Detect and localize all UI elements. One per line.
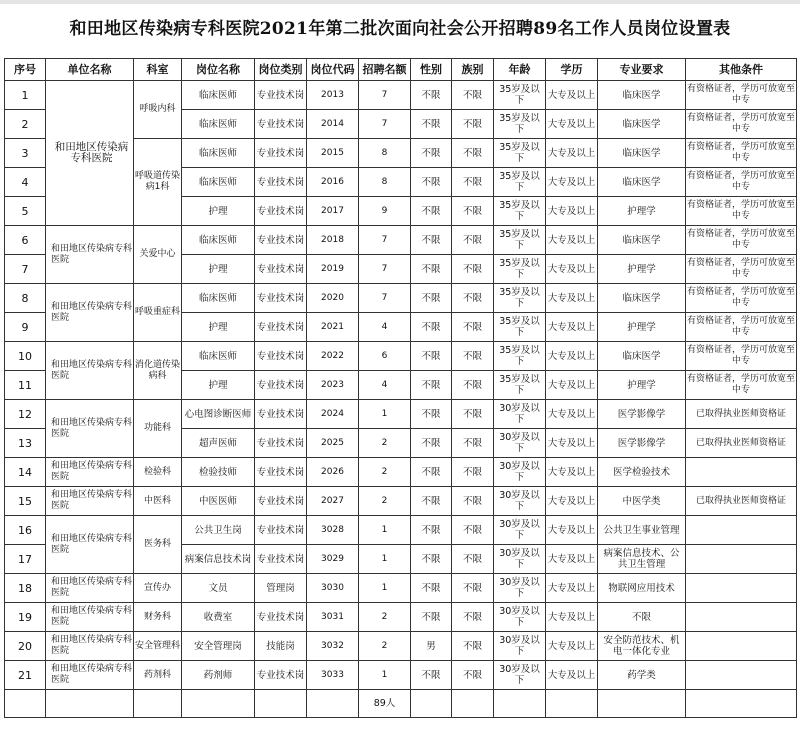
quota-cell[interactable]: 2 bbox=[359, 603, 411, 632]
post-name-cell[interactable]: 临床医师 bbox=[182, 342, 255, 371]
major-cell[interactable]: 中医学类 bbox=[598, 487, 686, 516]
recruitment-table bbox=[4, 58, 797, 718]
gender-cell[interactable]: 不限 bbox=[411, 661, 452, 690]
row-number-cell[interactable]: 5 bbox=[5, 197, 46, 226]
empty-cell[interactable] bbox=[134, 690, 182, 718]
table-row bbox=[5, 81, 797, 110]
quota-cell[interactable]: 1 bbox=[359, 516, 411, 545]
quota-cell[interactable]: 8 bbox=[359, 168, 411, 197]
post-name-cell[interactable]: 安全管理岗 bbox=[182, 632, 255, 661]
gender-cell[interactable]: 不限 bbox=[411, 313, 452, 342]
ethnicity-cell[interactable]: 不限 bbox=[452, 284, 494, 313]
post-name-cell[interactable]: 临床医师 bbox=[182, 139, 255, 168]
gender-cell[interactable]: 不限 bbox=[411, 429, 452, 458]
ethnicity-cell[interactable]: 不限 bbox=[452, 516, 494, 545]
total-quota-cell[interactable]: 89人 bbox=[359, 690, 411, 718]
gender-cell[interactable]: 不限 bbox=[411, 168, 452, 197]
quota-cell[interactable]: 7 bbox=[359, 81, 411, 110]
unit-name-cell[interactable]: 和田地区传染病专科医院 bbox=[46, 81, 134, 226]
department-cell[interactable]: 财务科 bbox=[134, 603, 182, 632]
age-cell[interactable]: 35岁及以下 bbox=[494, 81, 546, 110]
ethnicity-cell[interactable]: 不限 bbox=[452, 139, 494, 168]
education-cell[interactable]: 大专及以上 bbox=[546, 81, 598, 110]
conditions-cell[interactable]: 有资格证者，学历可放宽至中专 bbox=[686, 226, 797, 255]
post-category-cell[interactable]: 管理岗 bbox=[255, 574, 307, 603]
department-cell[interactable]: 中医科 bbox=[134, 487, 182, 516]
conditions-cell[interactable]: 有资格证者，学历可放宽至中专 bbox=[686, 313, 797, 342]
post-name-cell[interactable]: 临床医师 bbox=[182, 284, 255, 313]
unit-name-cell[interactable]: 和田地区传染病专科医院 bbox=[46, 603, 134, 632]
row-number-cell[interactable]: 10 bbox=[5, 342, 46, 371]
empty-cell[interactable] bbox=[182, 690, 255, 718]
major-cell[interactable]: 护理学 bbox=[598, 313, 686, 342]
quota-cell[interactable]: 7 bbox=[359, 284, 411, 313]
unit-name-cell[interactable]: 和田地区传染病专科医院 bbox=[46, 661, 134, 690]
post-code-cell[interactable]: 2023 bbox=[307, 371, 359, 400]
ethnicity-cell[interactable]: 不限 bbox=[452, 226, 494, 255]
table-row bbox=[5, 574, 797, 603]
total-row bbox=[5, 690, 797, 718]
ethnicity-cell[interactable]: 不限 bbox=[452, 429, 494, 458]
gender-cell[interactable]: 不限 bbox=[411, 255, 452, 284]
department-cell[interactable]: 消化道传染病科 bbox=[134, 342, 182, 400]
major-cell[interactable]: 医学影像学 bbox=[598, 400, 686, 429]
post-code-cell[interactable]: 3032 bbox=[307, 632, 359, 661]
education-cell[interactable]: 大专及以上 bbox=[546, 545, 598, 574]
gender-cell[interactable]: 不限 bbox=[411, 284, 452, 313]
conditions-cell[interactable] bbox=[686, 632, 797, 661]
education-cell[interactable]: 大专及以上 bbox=[546, 400, 598, 429]
age-cell[interactable]: 35岁及以下 bbox=[494, 371, 546, 400]
department-cell[interactable]: 呼吸道传染病1科 bbox=[134, 139, 182, 226]
post-code-cell[interactable]: 2019 bbox=[307, 255, 359, 284]
conditions-cell[interactable]: 有资格证者，学历可放宽至中专 bbox=[686, 197, 797, 226]
post-name-cell[interactable]: 药剂师 bbox=[182, 661, 255, 690]
row-number-cell[interactable]: 12 bbox=[5, 400, 46, 429]
post-name-cell[interactable]: 病案信息技术岗 bbox=[182, 545, 255, 574]
post-code-cell[interactable]: 2025 bbox=[307, 429, 359, 458]
post-category-cell[interactable]: 专业技术岗 bbox=[255, 661, 307, 690]
major-cell[interactable]: 药学类 bbox=[598, 661, 686, 690]
conditions-cell[interactable]: 有资格证者，学历可放宽至中专 bbox=[686, 139, 797, 168]
row-number-cell[interactable]: 9 bbox=[5, 313, 46, 342]
age-cell[interactable]: 30岁及以下 bbox=[494, 400, 546, 429]
quota-cell[interactable]: 2 bbox=[359, 487, 411, 516]
empty-cell[interactable] bbox=[5, 690, 46, 718]
education-cell[interactable]: 大专及以上 bbox=[546, 313, 598, 342]
education-cell[interactable]: 大专及以上 bbox=[546, 458, 598, 487]
major-cell[interactable]: 不限 bbox=[598, 603, 686, 632]
education-cell[interactable]: 大专及以上 bbox=[546, 487, 598, 516]
post-category-cell[interactable]: 专业技术岗 bbox=[255, 168, 307, 197]
conditions-cell[interactable]: 有资格证者，学历可放宽至中专 bbox=[686, 110, 797, 139]
gender-cell[interactable]: 不限 bbox=[411, 603, 452, 632]
ethnicity-cell[interactable]: 不限 bbox=[452, 81, 494, 110]
header-cell[interactable]: 年龄 bbox=[494, 59, 546, 81]
quota-cell[interactable]: 1 bbox=[359, 400, 411, 429]
age-cell[interactable]: 35岁及以下 bbox=[494, 255, 546, 284]
row-number-cell[interactable]: 11 bbox=[5, 371, 46, 400]
department-cell[interactable]: 呼吸内科 bbox=[134, 81, 182, 139]
quota-cell[interactable]: 7 bbox=[359, 255, 411, 284]
conditions-cell[interactable]: 有资格证者，学历可放宽至中专 bbox=[686, 284, 797, 313]
major-cell[interactable]: 物联网应用技术 bbox=[598, 574, 686, 603]
unit-name-cell[interactable]: 和田地区传染病专科医院 bbox=[46, 487, 134, 516]
table-row bbox=[5, 661, 797, 690]
education-cell[interactable]: 大专及以上 bbox=[546, 197, 598, 226]
header-cell[interactable]: 序号 bbox=[5, 59, 46, 81]
ethnicity-cell[interactable]: 不限 bbox=[452, 574, 494, 603]
major-cell[interactable]: 临床医学 bbox=[598, 81, 686, 110]
post-category-cell[interactable]: 专业技术岗 bbox=[255, 284, 307, 313]
post-category-cell[interactable]: 专业技术岗 bbox=[255, 516, 307, 545]
row-number-cell[interactable]: 13 bbox=[5, 429, 46, 458]
post-category-cell[interactable]: 专业技术岗 bbox=[255, 226, 307, 255]
row-number-cell[interactable]: 4 bbox=[5, 168, 46, 197]
conditions-cell[interactable] bbox=[686, 516, 797, 545]
post-name-cell[interactable]: 临床医师 bbox=[182, 168, 255, 197]
quota-cell[interactable]: 2 bbox=[359, 632, 411, 661]
quota-cell[interactable]: 2 bbox=[359, 458, 411, 487]
header-cell[interactable]: 专业要求 bbox=[598, 59, 686, 81]
gender-cell[interactable]: 不限 bbox=[411, 458, 452, 487]
ethnicity-cell[interactable]: 不限 bbox=[452, 458, 494, 487]
post-code-cell[interactable]: 2015 bbox=[307, 139, 359, 168]
post-code-cell[interactable]: 2022 bbox=[307, 342, 359, 371]
post-code-cell[interactable]: 2020 bbox=[307, 284, 359, 313]
post-code-cell[interactable]: 2017 bbox=[307, 197, 359, 226]
post-code-cell[interactable]: 3031 bbox=[307, 603, 359, 632]
education-cell[interactable]: 大专及以上 bbox=[546, 574, 598, 603]
unit-name-cell[interactable]: 和田地区传染病专科医院 bbox=[46, 226, 134, 284]
row-number-cell[interactable]: 20 bbox=[5, 632, 46, 661]
ethnicity-cell[interactable]: 不限 bbox=[452, 255, 494, 284]
post-category-cell[interactable]: 专业技术岗 bbox=[255, 255, 307, 284]
post-name-cell[interactable]: 中医医师 bbox=[182, 487, 255, 516]
conditions-cell[interactable] bbox=[686, 458, 797, 487]
ethnicity-cell[interactable]: 不限 bbox=[452, 661, 494, 690]
conditions-cell[interactable] bbox=[686, 574, 797, 603]
age-cell[interactable]: 30岁及以下 bbox=[494, 458, 546, 487]
conditions-cell[interactable] bbox=[686, 603, 797, 632]
post-name-cell[interactable]: 护理 bbox=[182, 371, 255, 400]
conditions-cell[interactable]: 有资格证者，学历可放宽至中专 bbox=[686, 81, 797, 110]
empty-cell[interactable] bbox=[686, 690, 797, 718]
post-category-cell[interactable]: 专业技术岗 bbox=[255, 429, 307, 458]
header-cell[interactable]: 学历 bbox=[546, 59, 598, 81]
post-name-cell[interactable]: 超声医师 bbox=[182, 429, 255, 458]
department-cell[interactable]: 检验科 bbox=[134, 458, 182, 487]
conditions-cell[interactable]: 已取得执业医师资格证 bbox=[686, 487, 797, 516]
education-cell[interactable]: 大专及以上 bbox=[546, 110, 598, 139]
age-cell[interactable]: 35岁及以下 bbox=[494, 139, 546, 168]
age-cell[interactable]: 30岁及以下 bbox=[494, 603, 546, 632]
education-cell[interactable]: 大专及以上 bbox=[546, 139, 598, 168]
post-name-cell[interactable]: 公共卫生岗 bbox=[182, 516, 255, 545]
row-number-cell[interactable]: 3 bbox=[5, 139, 46, 168]
empty-cell[interactable] bbox=[255, 690, 307, 718]
gender-cell[interactable]: 不限 bbox=[411, 139, 452, 168]
gender-cell[interactable]: 不限 bbox=[411, 574, 452, 603]
age-cell[interactable]: 30岁及以下 bbox=[494, 516, 546, 545]
row-number-cell[interactable]: 6 bbox=[5, 226, 46, 255]
post-code-cell[interactable]: 2014 bbox=[307, 110, 359, 139]
post-category-cell[interactable]: 专业技术岗 bbox=[255, 110, 307, 139]
row-number-cell[interactable]: 14 bbox=[5, 458, 46, 487]
age-cell[interactable]: 30岁及以下 bbox=[494, 487, 546, 516]
conditions-cell[interactable] bbox=[686, 661, 797, 690]
header-cell[interactable]: 岗位名称 bbox=[182, 59, 255, 81]
gender-cell[interactable]: 不限 bbox=[411, 110, 452, 139]
gender-cell[interactable]: 不限 bbox=[411, 487, 452, 516]
post-name-cell[interactable]: 临床医师 bbox=[182, 226, 255, 255]
age-cell[interactable]: 30岁及以下 bbox=[494, 545, 546, 574]
quota-cell[interactable]: 2 bbox=[359, 429, 411, 458]
ethnicity-cell[interactable]: 不限 bbox=[452, 342, 494, 371]
gender-cell[interactable]: 不限 bbox=[411, 400, 452, 429]
table-row bbox=[5, 342, 797, 371]
post-category-cell[interactable]: 专业技术岗 bbox=[255, 400, 307, 429]
ethnicity-cell[interactable]: 不限 bbox=[452, 400, 494, 429]
department-cell[interactable]: 关爱中心 bbox=[134, 226, 182, 284]
post-category-cell[interactable]: 专业技术岗 bbox=[255, 197, 307, 226]
quota-cell[interactable]: 1 bbox=[359, 574, 411, 603]
row-number-cell[interactable]: 7 bbox=[5, 255, 46, 284]
row-number-cell[interactable]: 1 bbox=[5, 81, 46, 110]
post-code-cell[interactable]: 3033 bbox=[307, 661, 359, 690]
department-cell[interactable]: 呼吸重症科 bbox=[134, 284, 182, 342]
post-category-cell[interactable]: 专业技术岗 bbox=[255, 342, 307, 371]
quota-cell[interactable]: 9 bbox=[359, 197, 411, 226]
major-cell[interactable]: 医学检验技术 bbox=[598, 458, 686, 487]
education-cell[interactable]: 大专及以上 bbox=[546, 516, 598, 545]
post-code-cell[interactable]: 3029 bbox=[307, 545, 359, 574]
post-code-cell[interactable]: 2026 bbox=[307, 458, 359, 487]
department-cell[interactable]: 医务科 bbox=[134, 516, 182, 574]
quota-cell[interactable]: 7 bbox=[359, 110, 411, 139]
education-cell[interactable]: 大专及以上 bbox=[546, 284, 598, 313]
unit-name-cell[interactable]: 和田地区传染病专科医院 bbox=[46, 574, 134, 603]
age-cell[interactable]: 30岁及以下 bbox=[494, 574, 546, 603]
table-row bbox=[5, 400, 797, 429]
post-category-cell[interactable]: 专业技术岗 bbox=[255, 487, 307, 516]
header-cell[interactable]: 性别 bbox=[411, 59, 452, 81]
header-cell[interactable]: 科室 bbox=[134, 59, 182, 81]
education-cell[interactable]: 大专及以上 bbox=[546, 661, 598, 690]
header-cell[interactable]: 单位名称 bbox=[46, 59, 134, 81]
age-cell[interactable]: 30岁及以下 bbox=[494, 429, 546, 458]
quota-cell[interactable]: 7 bbox=[359, 226, 411, 255]
post-category-cell[interactable]: 专业技术岗 bbox=[255, 545, 307, 574]
gender-cell[interactable]: 不限 bbox=[411, 371, 452, 400]
major-cell[interactable]: 公共卫生事业管理 bbox=[598, 516, 686, 545]
table-row bbox=[5, 632, 797, 661]
empty-cell[interactable] bbox=[46, 690, 134, 718]
major-cell[interactable]: 临床医学 bbox=[598, 110, 686, 139]
empty-cell[interactable] bbox=[494, 690, 546, 718]
education-cell[interactable]: 大专及以上 bbox=[546, 255, 598, 284]
major-cell[interactable]: 临床医学 bbox=[598, 342, 686, 371]
major-cell[interactable]: 临床医学 bbox=[598, 139, 686, 168]
age-cell[interactable]: 35岁及以下 bbox=[494, 284, 546, 313]
age-cell[interactable]: 35岁及以下 bbox=[494, 168, 546, 197]
post-name-cell[interactable]: 临床医师 bbox=[182, 81, 255, 110]
post-category-cell[interactable]: 专业技术岗 bbox=[255, 603, 307, 632]
age-cell[interactable]: 35岁及以下 bbox=[494, 110, 546, 139]
post-name-cell[interactable]: 心电图诊断医师 bbox=[182, 400, 255, 429]
ethnicity-cell[interactable]: 不限 bbox=[452, 487, 494, 516]
quota-cell[interactable]: 1 bbox=[359, 545, 411, 574]
post-code-cell[interactable]: 2024 bbox=[307, 400, 359, 429]
ethnicity-cell[interactable]: 不限 bbox=[452, 110, 494, 139]
major-cell[interactable]: 护理学 bbox=[598, 371, 686, 400]
post-code-cell[interactable]: 2013 bbox=[307, 81, 359, 110]
row-number-cell[interactable]: 17 bbox=[5, 545, 46, 574]
conditions-cell[interactable]: 有资格证者，学历可放宽至中专 bbox=[686, 342, 797, 371]
gender-cell[interactable]: 不限 bbox=[411, 516, 452, 545]
conditions-cell[interactable]: 有资格证者，学历可放宽至中专 bbox=[686, 168, 797, 197]
gender-cell[interactable]: 不限 bbox=[411, 545, 452, 574]
major-cell[interactable]: 护理学 bbox=[598, 255, 686, 284]
major-cell[interactable]: 病案信息技术、公共卫生管理 bbox=[598, 545, 686, 574]
row-number-cell[interactable]: 21 bbox=[5, 661, 46, 690]
gender-cell[interactable]: 不限 bbox=[411, 226, 452, 255]
header-cell[interactable]: 招聘名额 bbox=[359, 59, 411, 81]
ethnicity-cell[interactable]: 不限 bbox=[452, 313, 494, 342]
quota-cell[interactable]: 1 bbox=[359, 661, 411, 690]
conditions-cell[interactable]: 有资格证者，学历可放宽至中专 bbox=[686, 371, 797, 400]
education-cell[interactable]: 大专及以上 bbox=[546, 603, 598, 632]
post-code-cell[interactable]: 2016 bbox=[307, 168, 359, 197]
major-cell[interactable]: 安全防范技术、机电一体化专业 bbox=[598, 632, 686, 661]
unit-name-cell[interactable]: 和田地区传染病专科医院 bbox=[46, 284, 134, 342]
empty-cell[interactable] bbox=[598, 690, 686, 718]
table-row bbox=[5, 284, 797, 313]
table-row bbox=[5, 458, 797, 487]
education-cell[interactable]: 大专及以上 bbox=[546, 429, 598, 458]
post-name-cell[interactable]: 文员 bbox=[182, 574, 255, 603]
post-category-cell[interactable]: 专业技术岗 bbox=[255, 458, 307, 487]
ethnicity-cell[interactable]: 不限 bbox=[452, 545, 494, 574]
major-cell[interactable]: 医学影像学 bbox=[598, 429, 686, 458]
age-cell[interactable]: 35岁及以下 bbox=[494, 313, 546, 342]
education-cell[interactable]: 大专及以上 bbox=[546, 168, 598, 197]
ethnicity-cell[interactable]: 不限 bbox=[452, 603, 494, 632]
table-row bbox=[5, 226, 797, 255]
empty-cell[interactable] bbox=[546, 690, 598, 718]
conditions-cell[interactable] bbox=[686, 545, 797, 574]
header-cell[interactable]: 其他条件 bbox=[686, 59, 797, 81]
post-name-cell[interactable]: 临床医师 bbox=[182, 110, 255, 139]
education-cell[interactable]: 大专及以上 bbox=[546, 632, 598, 661]
age-cell[interactable]: 30岁及以下 bbox=[494, 632, 546, 661]
row-number-cell[interactable]: 15 bbox=[5, 487, 46, 516]
education-cell[interactable]: 大专及以上 bbox=[546, 371, 598, 400]
post-code-cell[interactable]: 2021 bbox=[307, 313, 359, 342]
post-name-cell[interactable]: 护理 bbox=[182, 255, 255, 284]
unit-name-cell[interactable]: 和田地区传染病专科医院 bbox=[46, 400, 134, 458]
header-cell[interactable]: 岗位类别 bbox=[255, 59, 307, 81]
row-number-cell[interactable]: 2 bbox=[5, 110, 46, 139]
major-cell[interactable]: 临床医学 bbox=[598, 168, 686, 197]
post-name-cell[interactable]: 收费室 bbox=[182, 603, 255, 632]
quota-cell[interactable]: 8 bbox=[359, 139, 411, 168]
department-cell[interactable]: 药剂科 bbox=[134, 661, 182, 690]
header-cell[interactable]: 岗位代码 bbox=[307, 59, 359, 81]
department-cell[interactable]: 安全管理科 bbox=[134, 632, 182, 661]
age-cell[interactable]: 30岁及以下 bbox=[494, 661, 546, 690]
ethnicity-cell[interactable]: 不限 bbox=[452, 371, 494, 400]
post-name-cell[interactable]: 检验技师 bbox=[182, 458, 255, 487]
department-cell[interactable]: 宣传办 bbox=[134, 574, 182, 603]
unit-name-cell[interactable]: 和田地区传染病专科医院 bbox=[46, 632, 134, 661]
age-cell[interactable]: 35岁及以下 bbox=[494, 342, 546, 371]
major-cell[interactable]: 临床医学 bbox=[598, 284, 686, 313]
conditions-cell[interactable]: 有资格证者，学历可放宽至中专 bbox=[686, 255, 797, 284]
post-code-cell[interactable]: 3030 bbox=[307, 574, 359, 603]
conditions-cell[interactable]: 已取得执业医师资格证 bbox=[686, 400, 797, 429]
empty-cell[interactable] bbox=[411, 690, 452, 718]
post-code-cell[interactable]: 3028 bbox=[307, 516, 359, 545]
table-row bbox=[5, 603, 797, 632]
row-number-cell[interactable]: 19 bbox=[5, 603, 46, 632]
post-code-cell[interactable]: 2018 bbox=[307, 226, 359, 255]
major-cell[interactable]: 护理学 bbox=[598, 197, 686, 226]
age-cell[interactable]: 35岁及以下 bbox=[494, 197, 546, 226]
page-title: 和田地区传染病专科医院2021年第二批次面向社会公开招聘89名工作人员岗位设置表 bbox=[69, 19, 731, 39]
gender-cell[interactable]: 男 bbox=[411, 632, 452, 661]
unit-name-cell[interactable]: 和田地区传染病专科医院 bbox=[46, 516, 134, 574]
post-category-cell[interactable]: 专业技术岗 bbox=[255, 81, 307, 110]
age-cell[interactable]: 35岁及以下 bbox=[494, 226, 546, 255]
unit-name-cell[interactable]: 和田地区传染病专科医院 bbox=[46, 458, 134, 487]
quota-cell[interactable]: 6 bbox=[359, 342, 411, 371]
gender-cell[interactable]: 不限 bbox=[411, 81, 452, 110]
ethnicity-cell[interactable]: 不限 bbox=[452, 197, 494, 226]
empty-cell[interactable] bbox=[452, 690, 494, 718]
ethnicity-cell[interactable]: 不限 bbox=[452, 632, 494, 661]
post-category-cell[interactable]: 技能岗 bbox=[255, 632, 307, 661]
table-row bbox=[5, 487, 797, 516]
header-cell[interactable]: 族别 bbox=[452, 59, 494, 81]
quota-cell[interactable]: 4 bbox=[359, 371, 411, 400]
gender-cell[interactable]: 不限 bbox=[411, 342, 452, 371]
ethnicity-cell[interactable]: 不限 bbox=[452, 168, 494, 197]
education-cell[interactable]: 大专及以上 bbox=[546, 342, 598, 371]
post-name-cell[interactable]: 护理 bbox=[182, 313, 255, 342]
unit-name-cell[interactable]: 和田地区传染病专科医院 bbox=[46, 342, 134, 400]
gender-cell[interactable]: 不限 bbox=[411, 197, 452, 226]
header-row bbox=[5, 59, 797, 81]
quota-cell[interactable]: 4 bbox=[359, 313, 411, 342]
row-number-cell[interactable]: 16 bbox=[5, 516, 46, 545]
education-cell[interactable]: 大专及以上 bbox=[546, 226, 598, 255]
department-cell[interactable]: 功能科 bbox=[134, 400, 182, 458]
post-category-cell[interactable]: 专业技术岗 bbox=[255, 313, 307, 342]
major-cell[interactable]: 临床医学 bbox=[598, 226, 686, 255]
row-number-cell[interactable]: 18 bbox=[5, 574, 46, 603]
empty-cell[interactable] bbox=[307, 690, 359, 718]
post-category-cell[interactable]: 专业技术岗 bbox=[255, 139, 307, 168]
post-code-cell[interactable]: 2027 bbox=[307, 487, 359, 516]
row-number-cell[interactable]: 8 bbox=[5, 284, 46, 313]
post-category-cell[interactable]: 专业技术岗 bbox=[255, 371, 307, 400]
post-name-cell[interactable]: 护理 bbox=[182, 197, 255, 226]
conditions-cell[interactable]: 已取得执业医师资格证 bbox=[686, 429, 797, 458]
table-row bbox=[5, 516, 797, 545]
